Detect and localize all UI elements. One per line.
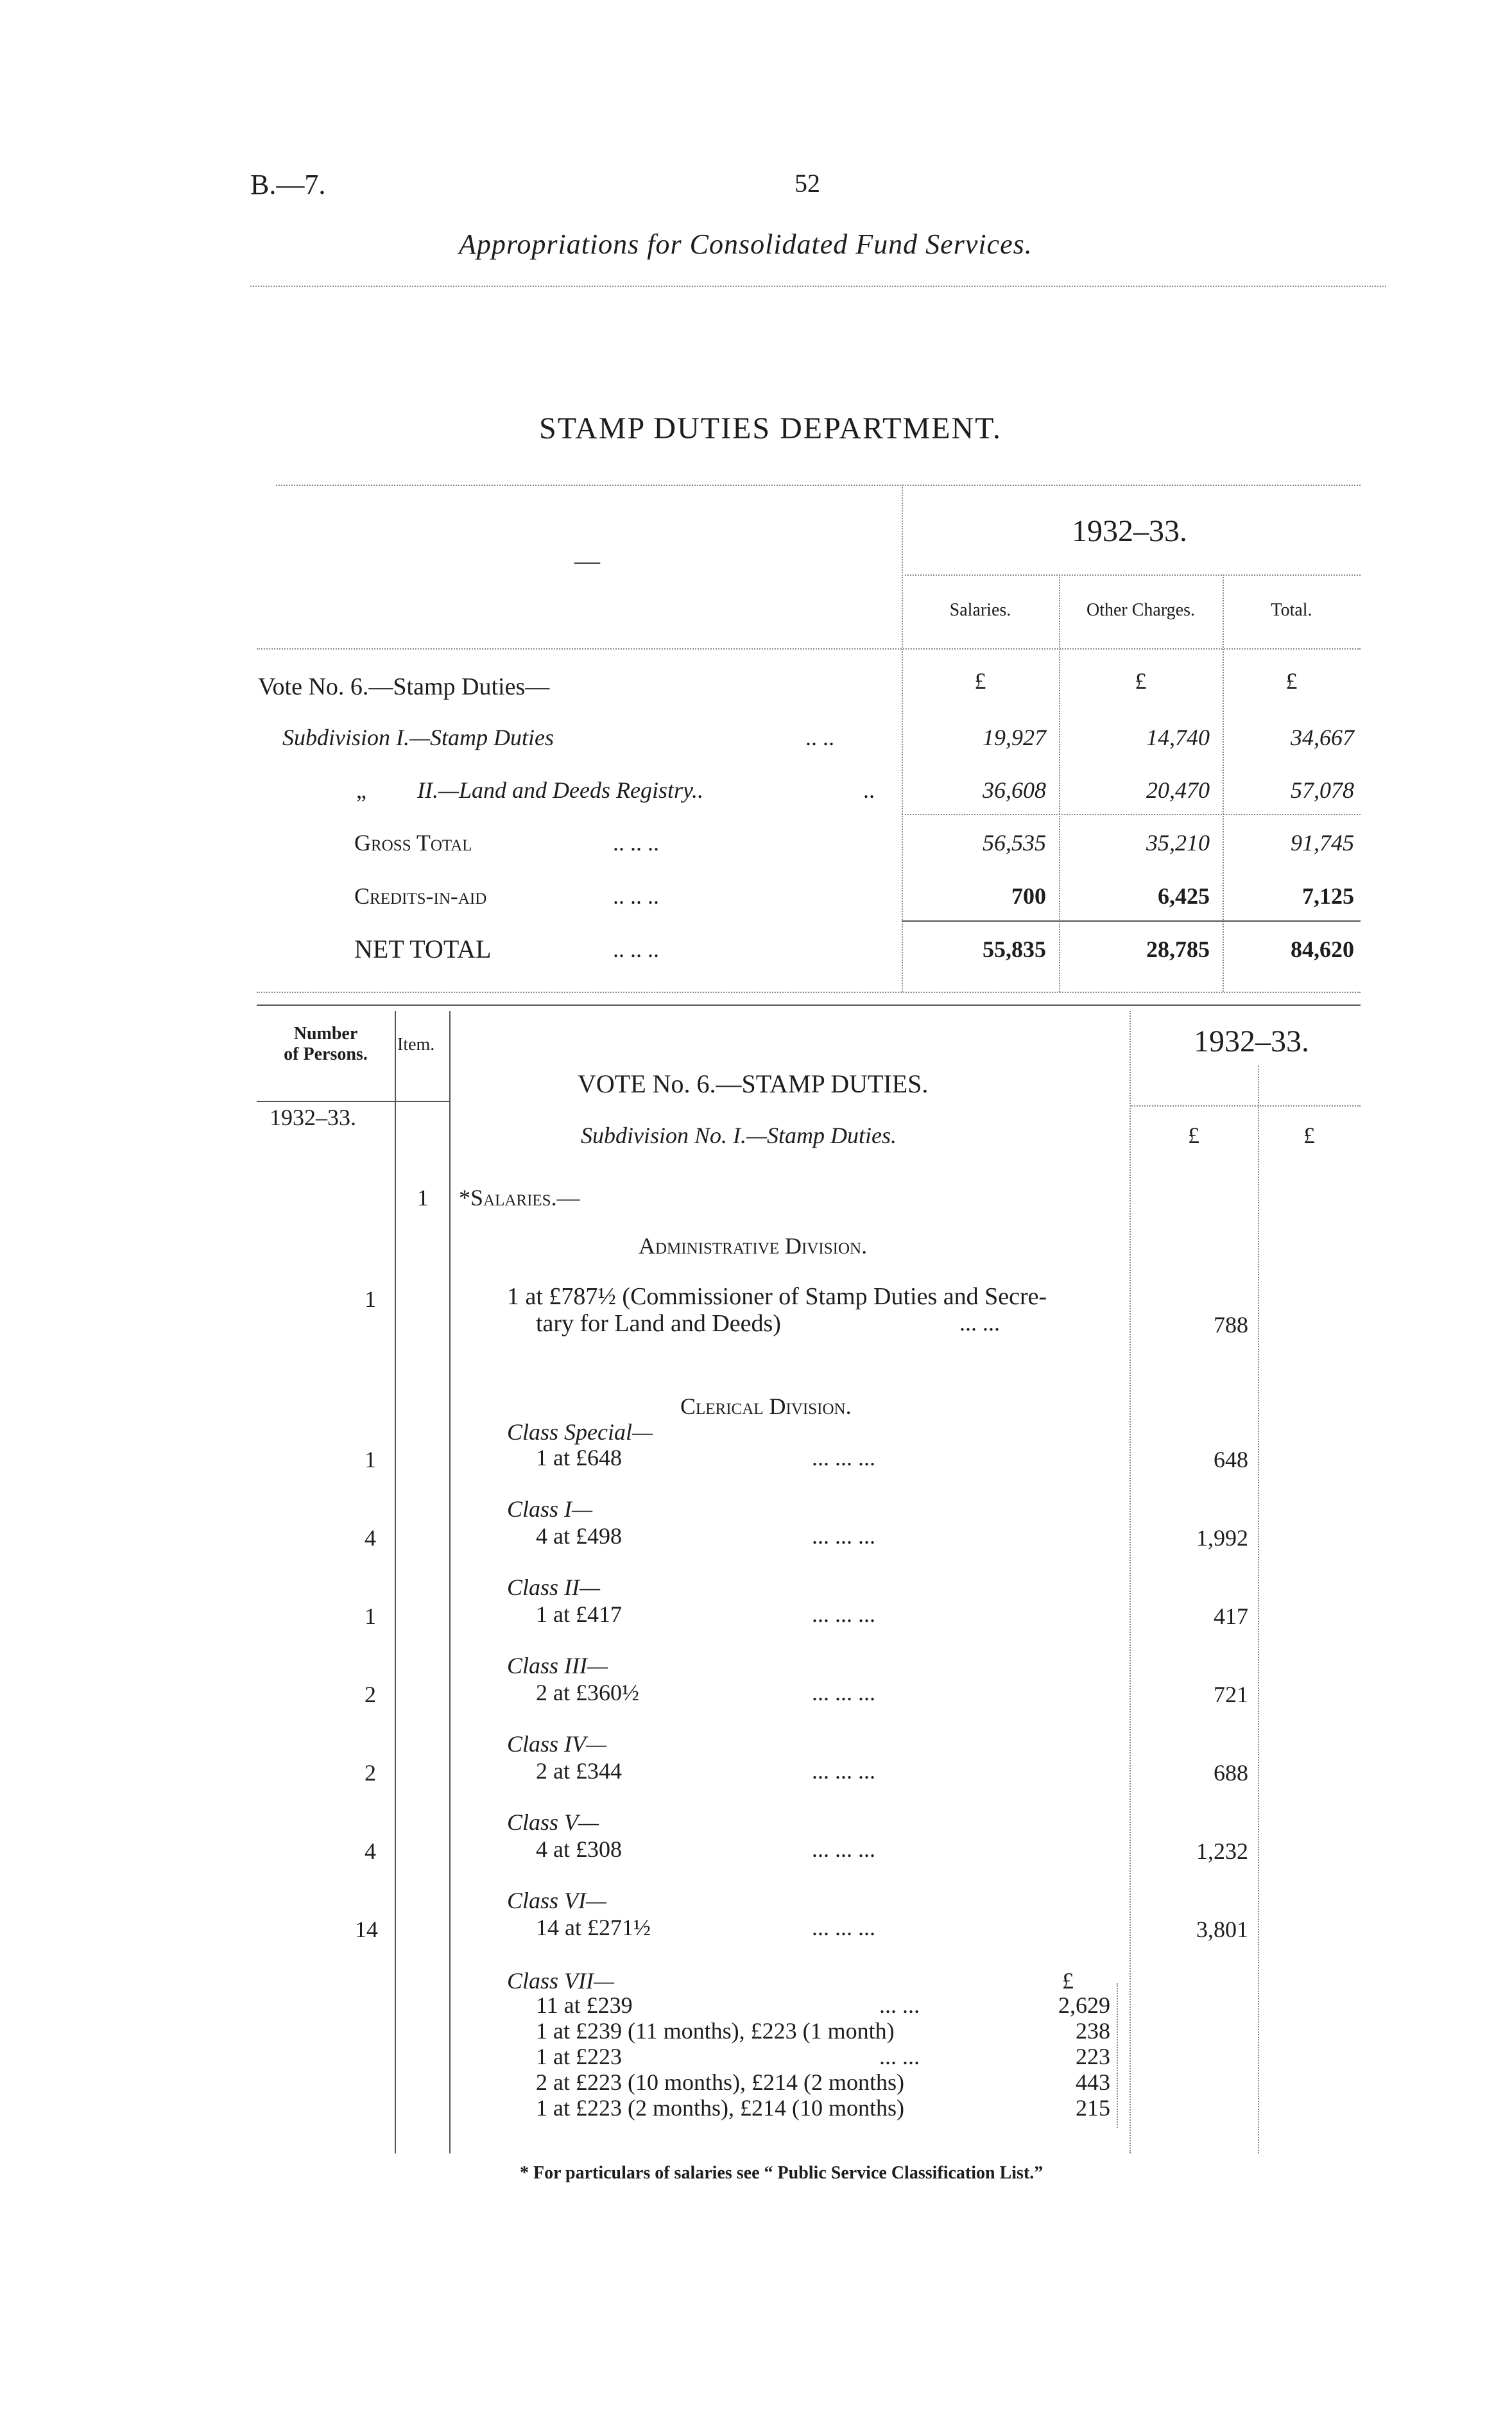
admin-persons: 1 [365,1286,376,1312]
class-vii-amount: 238 [1076,2018,1110,2044]
class-amount: 1,992 [1196,1525,1248,1551]
class-line: 1 at £417 [536,1601,622,1627]
class-name: Class Special— [507,1419,653,1445]
class-name: Class III— [507,1653,608,1678]
class-vii-amount: 443 [1076,2069,1110,2095]
summary-total-value: 57,078 [1291,777,1354,803]
subtotal-rule [902,814,1361,815]
class-line: 14 at £271½ [536,1915,651,1940]
class-dots: ... ... ... [812,1836,875,1862]
class-vii-currency: £ [1062,1968,1074,1994]
col-header-salaries: Salaries. [949,600,1011,620]
class-name: Class VI— [507,1888,607,1913]
summary-row-label: Credits-in-aid [354,883,487,909]
summary-bottom-rule [257,992,1361,993]
item-desc-divider [449,1011,451,2153]
salaries-heading: *Salaries.— [459,1185,580,1211]
admin-division-heading: Administrative Division. [639,1233,868,1259]
class-name: Class II— [507,1574,601,1600]
summary-salaries-value: 19,927 [983,725,1046,750]
class-amount: 1,232 [1196,1838,1248,1864]
amount-divider-1 [1130,1011,1131,2153]
class-amount: 688 [1214,1760,1248,1786]
summary-other-value: 20,470 [1146,777,1210,803]
class-dots: ... ... ... [812,1758,875,1784]
subdivision-title: Subdivision No. I.—Stamp Duties. [581,1123,897,1148]
class-vii-amount: 2,629 [1058,1992,1110,2018]
summary-salaries-value: 55,835 [983,936,1046,962]
class-line: 2 at £344 [536,1758,622,1784]
currency-salaries: £ [974,668,986,694]
summary-total-value: 7,125 [1302,883,1354,909]
summary-other-value: 14,740 [1146,725,1210,750]
summary-salaries-value: 36,608 [983,777,1046,803]
summary-row-dots: .. .. .. [613,936,659,962]
department-title: STAMP DUTIES DEPARTMENT. [539,411,1002,445]
net-rule [902,920,1361,922]
summary-year: 1932–33. [1072,514,1187,548]
summary-row-label: Gross Total [354,830,472,856]
page-number: 52 [795,169,820,198]
vote-label: Vote No. 6.—Stamp Duties— [258,673,550,700]
class-amount: 721 [1214,1682,1248,1707]
summary-row-dots: .. .. .. [613,883,659,909]
class-line: 4 at £498 [536,1523,622,1549]
summary-salaries-value: 56,535 [983,830,1046,856]
class-dots: ... ... ... [812,1601,875,1627]
class-vii-subtotal-rule [1117,1983,1118,2128]
detail-year-right: 1932–33. [1194,1024,1309,1058]
class-vii-amount: 215 [1076,2095,1110,2121]
admin-line-1: 1 at £787½ (Commissioner of Stamp Duties and Secre- [507,1283,1047,1310]
summary-total-value: 84,620 [1291,936,1354,962]
class-line: 1 at £648 [536,1445,622,1470]
currency-col-1: £ [1188,1123,1199,1148]
col-header-other-charges: Other Charges. [1087,600,1195,620]
detail-year-left: 1932–33. [270,1105,356,1130]
class-vii-dots: ... ... [879,2044,920,2069]
summary-row-label: Subdivision I.—Stamp Duties [282,725,554,750]
class-persons: 2 [365,1760,376,1786]
detail-header-rule [257,1101,449,1102]
summary-row-prefix: „ [356,777,366,803]
col-header-total: Total. [1271,600,1312,620]
class-dots: ... ... ... [812,1915,875,1940]
currency-total: £ [1285,668,1298,694]
clerical-division-heading: Clerical Division. [680,1393,852,1419]
summary-other-value: 6,425 [1158,883,1210,909]
class-amount: 648 [1214,1447,1248,1472]
class-vii-amount: 223 [1076,2044,1110,2069]
class-persons: 4 [365,1838,376,1864]
class-persons: 14 [355,1917,378,1942]
class-name: Class IV— [507,1731,607,1757]
summary-row-dots: .. [863,777,875,803]
summary-row-label: II.—Land and Deeds Registry.. [417,777,703,803]
persons-item-divider [395,1011,396,2153]
detail-year-rule [1130,1105,1361,1107]
class-vii-line: 1 at £223 [536,2044,622,2069]
class-persons: 1 [365,1447,376,1472]
class-vii-line: 2 at £223 (10 months), £214 (2 months) [536,2069,904,2095]
footnote: * For particulars of salaries see “ Public Service Classification List.” [520,2163,1044,2183]
summary-total-value: 91,745 [1291,830,1354,856]
class-persons: 1 [365,1603,376,1629]
currency-col-2: £ [1303,1123,1315,1148]
running-title: Appropriations for Consolidated Fund Services. [459,229,1033,260]
summary-header-rule [257,648,1361,650]
admin-dots: ... ... [959,1310,1000,1336]
class-amount: 3,801 [1196,1917,1248,1942]
col-item: Item. [397,1035,435,1055]
summary-row-dots: .. .. [805,725,834,750]
header-rule [250,286,1386,287]
currency-other: £ [1135,668,1147,694]
class-vii-name: Class VII— [507,1968,615,1994]
summary-salaries-value: 700 [1011,883,1046,909]
item-number: 1 [417,1185,429,1211]
summary-dash: — [574,546,600,575]
class-name: Class I— [507,1496,593,1522]
class-amount: 417 [1214,1603,1248,1629]
class-vii-line: 1 at £239 (11 months), £223 (1 month) [536,2018,895,2044]
col-number-persons: Number of Persons. [284,1024,368,1064]
class-dots: ... ... ... [812,1680,875,1705]
summary-year-rule [902,574,1361,576]
summary-total-value: 34,667 [1291,725,1354,750]
summary-top-rule [276,485,1361,486]
summary-other-value: 35,210 [1146,830,1210,856]
class-dots: ... ... ... [812,1445,875,1470]
admin-amount: 788 [1214,1312,1248,1338]
class-dots: ... ... ... [812,1523,875,1549]
class-persons: 2 [365,1682,376,1707]
class-vii-line: 1 at £223 (2 months), £214 (10 months) [536,2095,904,2121]
detail-top-rule [257,1005,1361,1006]
page-ref: B.—7. [250,169,326,200]
class-vii-dots: ... ... [879,1992,920,2018]
vote-title: VOTE No. 6.—STAMP DUTIES. [578,1069,929,1098]
summary-row-dots: .. .. .. [613,830,659,856]
class-name: Class V— [507,1809,599,1835]
class-line: 2 at £360½ [536,1680,639,1705]
summary-row-label: NET TOTAL [354,935,492,963]
class-persons: 4 [365,1525,376,1551]
amount-divider-2 [1258,1065,1259,2153]
summary-other-value: 28,785 [1146,936,1210,962]
class-vii-line: 11 at £239 [536,1992,633,2018]
class-line: 4 at £308 [536,1836,622,1862]
admin-line-2: tary for Land and Deeds) [536,1310,781,1337]
